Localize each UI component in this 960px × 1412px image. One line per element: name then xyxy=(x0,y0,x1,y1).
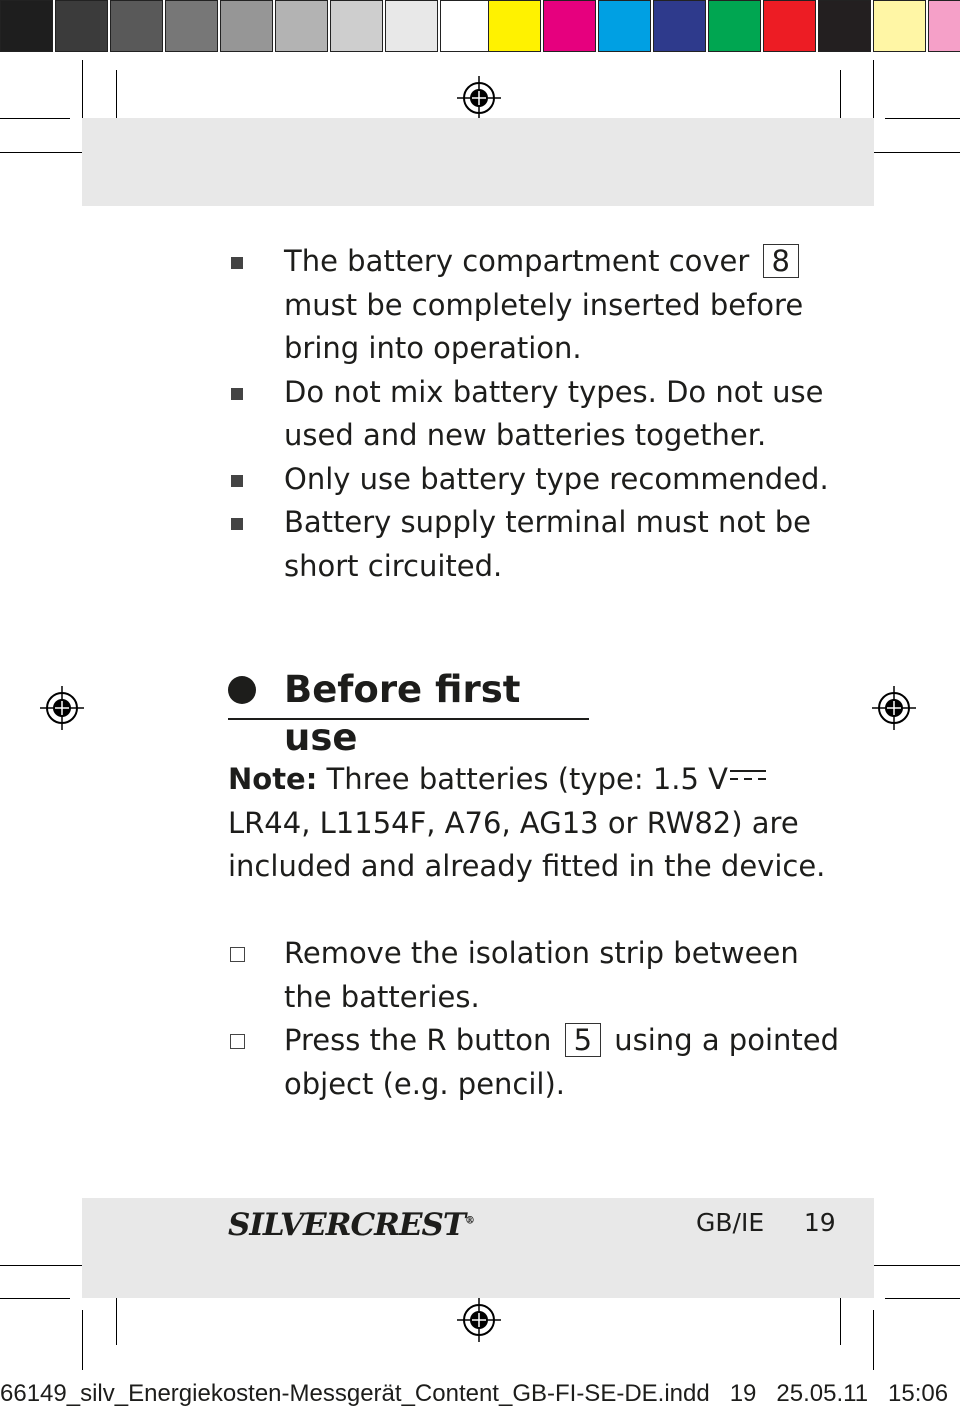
note-paragraph xyxy=(228,758,825,889)
color-swatch xyxy=(165,0,218,52)
note-text: included and already fitted in the device. xyxy=(228,849,826,883)
color-swatch xyxy=(440,0,493,52)
color-swatch xyxy=(873,0,926,52)
heading-dot-icon xyxy=(228,676,256,704)
section-heading xyxy=(228,666,589,759)
print-slug: 66149_silv_Energiekosten-Messgerät_Content_GB-FI-SE-DE.indd 19 25.05.11 15:06 xyxy=(0,1380,949,1407)
checkbox-bullet-icon xyxy=(230,947,245,962)
color-swatch xyxy=(543,0,596,52)
list-item-text: The battery compartment cover xyxy=(284,244,750,278)
list-item-text: Press the R button xyxy=(284,1023,552,1057)
crop-mark xyxy=(82,60,83,120)
list-item xyxy=(228,240,829,371)
list-item xyxy=(228,932,839,1019)
list-item xyxy=(228,371,829,458)
heading-text: Before first use xyxy=(284,668,521,759)
registration-mark-icon xyxy=(455,74,503,122)
crop-mark xyxy=(873,60,874,120)
list-item-text: used and new batteries together. xyxy=(284,418,767,452)
safety-list xyxy=(228,240,829,588)
registration-mark-icon xyxy=(455,1296,503,1344)
color-swatch xyxy=(598,0,651,52)
registration-mark-icon xyxy=(870,684,918,732)
crop-mark xyxy=(840,1290,841,1345)
color-swatch xyxy=(0,0,53,52)
crop-mark xyxy=(862,152,960,153)
list-item-text: Remove the isolation strip between xyxy=(284,936,799,970)
square-bullet-icon xyxy=(231,388,243,400)
color-swatch xyxy=(763,0,816,52)
crop-mark xyxy=(116,1290,117,1345)
color-swatch xyxy=(818,0,871,52)
crop-mark xyxy=(885,1298,960,1299)
color-swatch xyxy=(928,0,960,52)
square-bullet-icon xyxy=(231,518,243,530)
crop-mark xyxy=(862,1265,960,1266)
color-swatch xyxy=(55,0,108,52)
instruction-steps xyxy=(228,932,839,1106)
crop-mark xyxy=(873,1310,874,1370)
checkbox-bullet-icon xyxy=(230,1034,245,1049)
note-text: LR44, L1154F, A76, AG13 or RW82) are xyxy=(228,805,799,840)
list-item-text: must be completely inserted before xyxy=(284,287,804,322)
registration-mark-icon xyxy=(38,684,86,732)
crop-mark xyxy=(82,1310,83,1370)
color-swatch xyxy=(653,0,706,52)
list-item xyxy=(228,458,829,502)
square-bullet-icon xyxy=(231,257,243,269)
locale-label: GB/IE xyxy=(696,1208,765,1237)
list-item-text: Do not mix battery types. Do not use xyxy=(284,374,824,409)
part-reference: 5 xyxy=(565,1023,601,1057)
color-swatch xyxy=(488,0,541,52)
crop-mark xyxy=(885,118,960,119)
page-number: 19 xyxy=(803,1208,836,1237)
note-text: Three batteries (type: 1.5 V xyxy=(326,762,729,796)
page-footer xyxy=(696,1206,836,1240)
color-swatch xyxy=(275,0,328,52)
color-swatch xyxy=(385,0,438,52)
list-item-text: bring into operation. xyxy=(284,331,582,365)
brand-logo: SILVERCREST® xyxy=(228,1207,474,1243)
crop-mark xyxy=(0,1298,70,1299)
list-item-text: Battery supply terminal must not be xyxy=(284,505,811,539)
list-item-text: object (e.g. pencil). xyxy=(284,1066,566,1101)
crop-mark xyxy=(0,1265,95,1266)
part-reference: 8 xyxy=(763,244,799,278)
list-item-text: the batteries. xyxy=(284,979,480,1014)
list-item xyxy=(228,1019,839,1106)
list-item xyxy=(228,501,829,588)
gray-swatch-bar xyxy=(0,0,495,58)
note-label: Note: xyxy=(228,762,318,796)
crop-mark xyxy=(0,152,95,153)
color-swatch xyxy=(110,0,163,52)
color-swatch xyxy=(708,0,761,52)
square-bullet-icon xyxy=(231,475,243,487)
crop-mark xyxy=(0,118,70,119)
color-swatch xyxy=(220,0,273,52)
dc-current-symbol-icon xyxy=(728,768,768,782)
list-item-text: Only use battery type recommended. xyxy=(284,461,829,496)
list-item-text: using a pointed xyxy=(614,1023,840,1057)
header-band xyxy=(82,118,874,206)
color-swatch xyxy=(330,0,383,52)
color-swatch-bar xyxy=(488,0,960,58)
list-item-text: short circuited. xyxy=(284,548,503,583)
